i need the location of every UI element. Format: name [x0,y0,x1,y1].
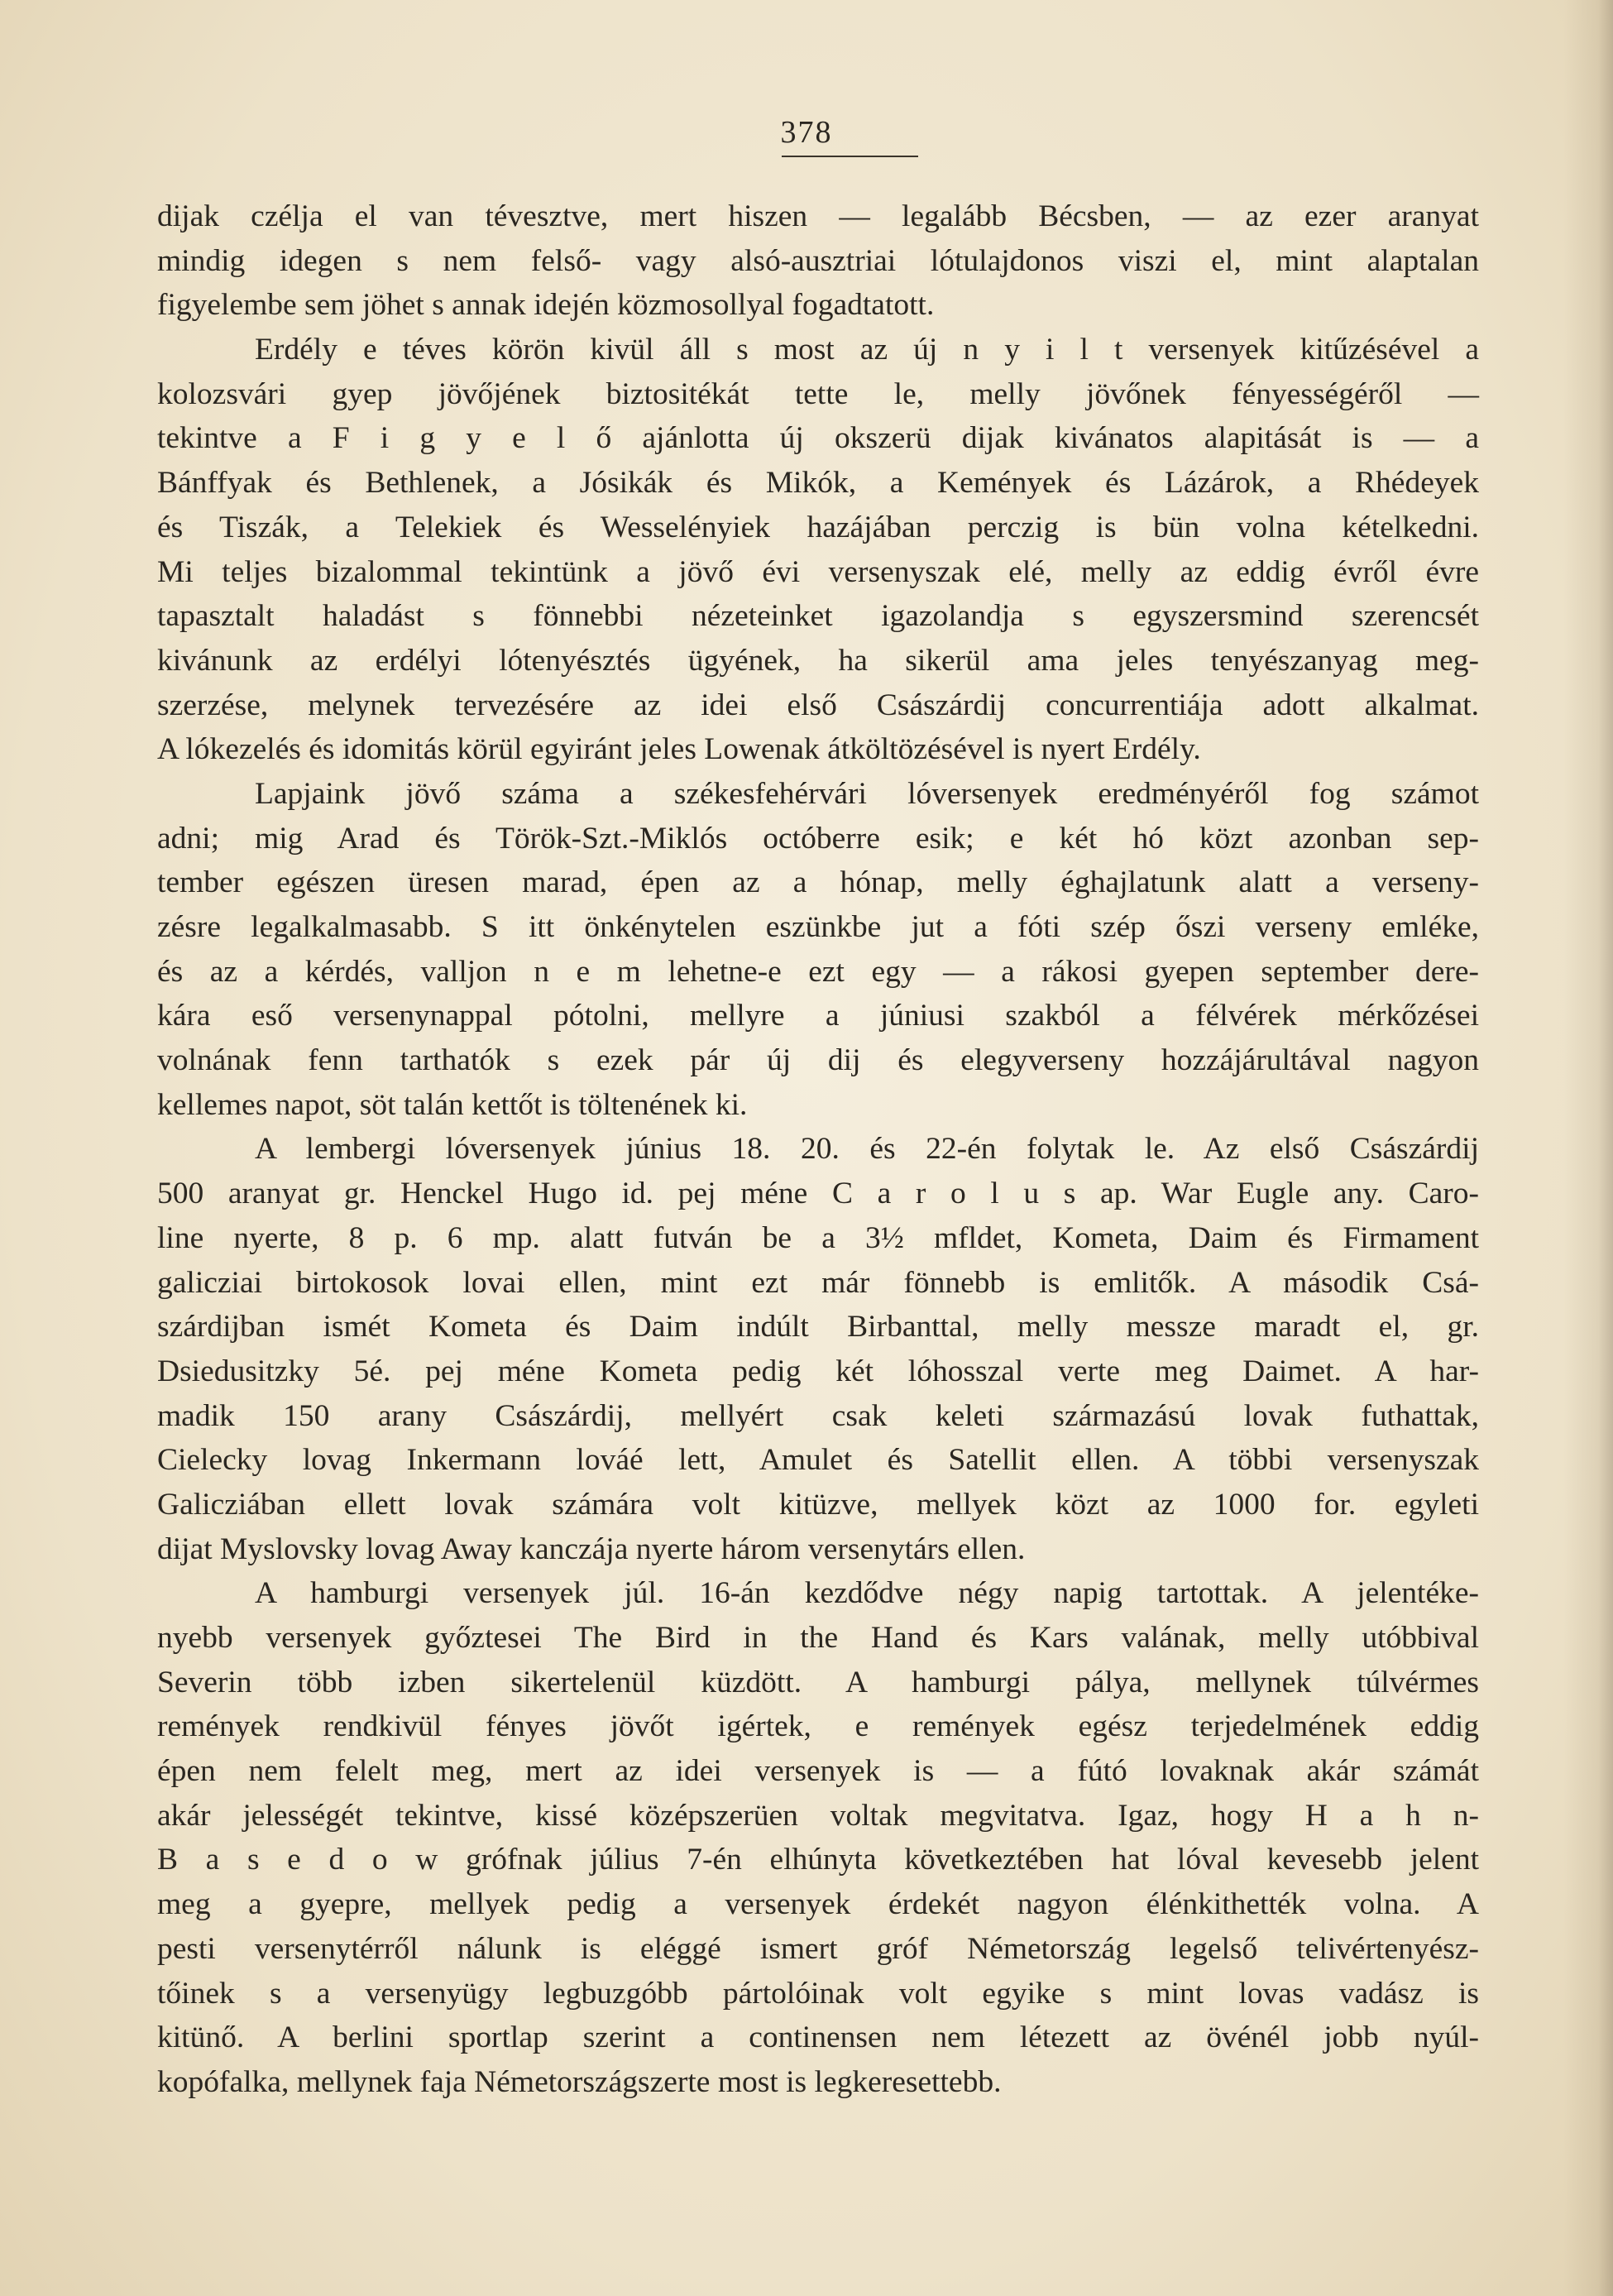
text-line: 500 aranyat gr. Henckel Hugo id. pej méne C a r o l u s ap. War Eugle any. Caro- [157,1177,1479,1211]
text-line: volnának fenn tarthatók s ezek pár új dij és elegyverseny hozzájárultával nagyon [157,1043,1479,1078]
page-number-rule [782,156,918,157]
text-line: akár jelességét tekintve, kissé középszerüen voltak megvitatva. Igaz, hogy H a h n- [157,1798,1479,1833]
text-line: és az a kérdés, valljon n e m lehetne-e ezt egy — a rákosi gyepen september dere- [157,954,1479,989]
text-line: kolozsvári gyep jövőjének biztositékát tette le, melly jövőnek fényességéről — [157,376,1479,411]
text-line: Dsiedusitzky 5é. pej méne Kometa pedig két lóhosszal verte meg Daimet. A har- [157,1354,1479,1388]
body-text [157,194,1479,2105]
text-line: dijat Myslovsky lovag Away kanczája nyerte három versenytárs ellen. [157,1531,1026,1566]
text-line: Severin több izben sikertelenül küzdött. A hamburgi pálya, mellynek túlvérmes [157,1665,1479,1699]
text-line: galicziai birtokosok lovai ellen, mint ezt már fönnebb is emlitők. A második Csá- [157,1265,1479,1300]
text-line: Bánffyak és Bethlenek, a Jósikák és Mikók, a Kemények és Lázárok, a Rhédeyek [157,466,1479,501]
text-line: adni; mig Arad és Török-Szt.-Miklós octóberre esik; e két hó közt azonban sep- [157,821,1479,856]
text-line: kivánunk az erdélyi lótenyésztés ügyének, ha sikerül ama jeles tenyészanyag meg- [157,643,1479,678]
text-line: kitünő. A berlini sportlap szerint a continensen nem létezett az övénél jobb nyúl- [157,2020,1479,2055]
text-line: Lapjaink jövő száma a székesfehérvári lóversenyek eredményéről fog számot [255,776,1479,811]
text-line: tapasztalt haladást s fönnebbi nézeteinket igazolandja s egyszersmind szerencsét [157,599,1479,634]
text-line: kellemes napot, söt talán kettőt is töltenének ki. [157,1087,748,1122]
text-line: tőinek s a versenyügy legbuzgóbb pártolóinak volt egyike s mint lovas vadász is [157,1976,1479,2011]
page-spine-shadow [1563,0,1613,2296]
text-line: remények rendkivül fényes jövőt igértek, e remények egész terjedelmének eddig [157,1709,1479,1744]
text-line: szárdijban ismét Kometa és Daim indúlt Birbanttal, melly messze maradt el, gr. [157,1310,1479,1345]
text-line: Erdély e téves körön kivül áll s most az új n y i l t versenyek kitűzésével a [255,333,1479,367]
text-line: Mi teljes bizalommal tekintünk a jövő évi versenyszak elé, melly az eddig évről évre [157,554,1479,589]
text-line: figyelembe sem jöhet s annak idején közmosollyal fogadtatott. [157,288,935,323]
text-line: madik 150 arany Császárdij, mellyért csak keleti származású lovak futhattak, [157,1398,1479,1433]
text-line: Galicziában ellett lovak számára volt kitüzve, mellyek közt az 1000 for. egyleti [157,1487,1479,1522]
text-line: mindig idegen s nem felső- vagy alsó-ausztriai lótulajdonos viszi el, mint alaptalan [157,243,1479,278]
text-line: Cielecky lovag Inkermann lováé lett, Amulet és Satellit ellen. A többi versenyszak [157,1443,1479,1478]
text-line: tekintve a F i g y e l ő ajánlotta új okszerü dijak kivánatos alapitását is — a [157,421,1479,456]
text-line: line nyerte, 8 p. 6 mp. alatt futván be a 3½ mfldet, Kometa, Daim és Firmament [157,1220,1479,1255]
text-line: épen nem felelt meg, mert az idei versenyek is — a fútó lovaknak akár számát [157,1754,1479,1789]
text-line: meg a gyepre, mellyek pedig a versenyek érdekét nagyon élénkithették volna. A [157,1887,1479,1922]
text-line: pesti versenytérről nálunk is eléggé ismert gróf Németország legelső telivértenyész- [157,1931,1479,1966]
text-line: A lembergi lóversenyek június 18. 20. és 22-én folytak le. Az első Császárdij [255,1132,1479,1167]
text-line: tember egészen üresen marad, épen az a hónap, melly éghajlatunk alatt a verseny- [157,865,1479,900]
text-line: A lókezelés és idomitás körül egyiránt jeles Lowenak átköltözésével is nyert Erdély. [157,732,1201,767]
text-line: kára eső versenynappal pótolni, mellyre a júniusi szakból a félvérek mérkőzései [157,999,1479,1033]
text-line: és Tiszák, a Telekiek és Wesselényiek hazájában perczig is bün volna kételkedni. [157,510,1479,544]
text-line: A hamburgi versenyek júl. 16-án kezdődve négy napig tartottak. A jelentéke- [255,1576,1479,1611]
text-line: B a s e d o w grófnak július 7-én elhúnyta következtében hat lóval kevesebb jelent [157,1843,1479,1877]
text-line: nyebb versenyek győztesei The Bird in the Hand és Kars valának, melly utóbbival [157,1621,1479,1655]
text-line: kopófalka, mellynek faja Németországszerte most is legkeresettebb. [157,2064,1002,2099]
text-line: dijak czélja el van tévesztve, mert hiszen — legalább Bécsben, — az ezer aranyat [157,199,1479,233]
text-line: szerzése, melynek tervezésére az idei első Császárdij concurrentiája adott alkalmat. [157,688,1479,722]
page-number: 378 [780,115,833,150]
text-line: zésre legalkalmasabb. S itt önkénytelen eszünkbe jut a fóti szép őszi verseny emléke, [157,910,1479,944]
